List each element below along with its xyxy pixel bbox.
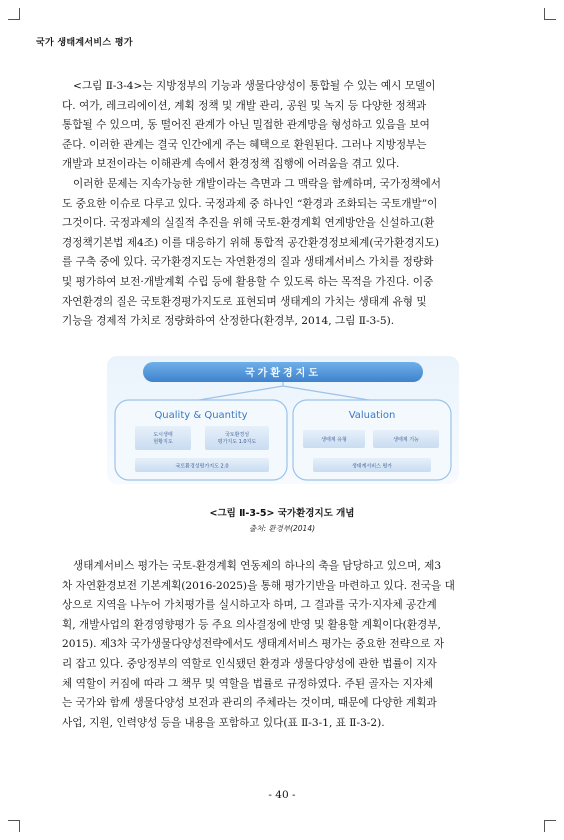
paragraph-2 <box>62 557 506 733</box>
text-line: 기능을 경제적 가치로 정량화하여 산정한다(환경부, 2014, 그림 Ⅱ-3-5). <box>62 315 395 328</box>
left-box-eval-map-1 <box>205 426 269 450</box>
top-title: 국가환경지도 <box>245 368 321 379</box>
text-line: 개발과 보전이라는 이해관계 속에서 환경정책 집행에 어려움을 겪고 있다. <box>62 158 400 171</box>
text-line: 통합될 수 있으며, 동 떨어진 관계가 아닌 밀접한 관계망을 형성하고 있음을 보여 <box>62 119 430 132</box>
text-line: 상으로 지역을 나누어 가치평가를 실시하고자 하며, 그 결과를 국가·지자체 공간계 <box>62 599 437 612</box>
text-line: 및 평가하여 보전·개발계획 수립 등에 활용할 수 있도록 하는 목적을 가진다. 이중 <box>62 275 434 288</box>
crop-mark <box>8 8 20 20</box>
text-line: 획, 개발사업의 환경영향평가 등 주요 의사결정에 반영 및 활용할 계획이다(환경부, <box>62 618 441 631</box>
text-line: 차 자연환경보전 기본계획(2016-2025)을 통해 평가기반을 마련하고 있다. 전국을 대 <box>62 579 455 592</box>
left-box-eval-map-2-label: 국토환경성평가지도 2.0 <box>175 463 229 470</box>
text-line: 이러한 문제는 지속가능한 개발이라는 측면과 그 맥락을 함께하며, 국가정책에서 <box>73 177 442 190</box>
text-line: 다. 여가, 레크리에이션, 계획 정책 및 개발 관리, 공원 및 녹지 등 다양한 정책과 <box>62 99 427 112</box>
crop-mark <box>544 820 556 832</box>
crop-mark <box>8 820 20 832</box>
text-line: 리 잡고 있다. 중앙정부의 역할로 인식됐던 환경과 생물다양성에 관한 법률이 지자 <box>62 657 437 670</box>
text-line: 자연환경의 질은 국토환경평가지도로 표현되며 생태계의 가치는 생태계 유형 및 <box>62 295 427 308</box>
text-line: 생태계서비스 평가는 국토-환경계획 연동제의 하나의 축을 담당하고 있으며, 제3 <box>73 560 442 572</box>
left-panel-title: Quality & Quantity <box>154 410 248 421</box>
left-box-urban-eco-map <box>135 426 191 450</box>
text-line: 체 역할이 커짐에 따라 그 책무 및 역할을 법률로 규정하였다. 주된 골자는 지자체 <box>62 677 434 690</box>
national-environment-map-diagram <box>107 356 459 484</box>
text-line: 는 국가와 함께 생물다양성 보전과 관리의 주체라는 것이며, 때문에 다양한 계획과 <box>62 697 437 710</box>
text-span: 현황지도 <box>153 439 173 445</box>
text-line: 사업, 지원, 인력양성 등을 내용을 포함하고 있다(표 Ⅱ-3-1, 표 Ⅱ-3-2). <box>62 716 385 729</box>
page-number: - 40 - <box>268 789 296 801</box>
text-span: 국토환경성 <box>224 432 250 438</box>
running-header: 국가 생태계서비스 평가 <box>36 38 133 48</box>
right-box-eco-service-eval-label: 생태계서비스 평가 <box>351 463 393 470</box>
text-line: 2015). 제3차 국가생물다양성전략에서도 생태계서비스 평가는 중요한 전략으로 자 <box>62 638 445 651</box>
paragraph-1 <box>62 77 506 332</box>
text-line: 준다. 이러한 관계는 결국 인간에게 주는 혜택으로 환원된다. 그러나 지방정부는 <box>62 138 427 151</box>
text-span: 도시생태 <box>153 432 173 438</box>
text-span: 평가지도 1.0지도 <box>217 439 257 445</box>
text-line: 도 중요한 이슈로 다루고 있다. 국정과제 중 하나인 “환경과 조화되는 국토개발”이 <box>62 197 438 210</box>
figure-source: 출처: 환경부(2014) <box>248 524 316 533</box>
text-line: 경정책기본법 제4조) 이를 대응하기 위해 통합적 공간환경정보체계(국가환경지도) <box>62 236 440 249</box>
crop-mark <box>544 8 556 20</box>
right-box-eco-function-label: 생태계 기능 <box>393 437 419 443</box>
text-line: 를 구축 중에 있다. 국가환경지도는 자연환경의 질과 생태계서비스 가치를 정량화 <box>62 256 434 269</box>
right-panel-title: Valuation <box>348 410 396 421</box>
right-box-eco-type-label: 생태계 유형 <box>321 437 347 443</box>
text-line: 그것이다. 국정과제의 실질적 추진을 위해 국토-환경계획 연계방안을 신설하고(환 <box>62 217 435 230</box>
figure-caption: <그림 Ⅱ-3-5> 국가환경지도 개념 <box>209 508 355 519</box>
text-line: <그림 Ⅱ-3-4>는 지방정부의 기능과 생물다양성이 통합될 수 있는 예시 모델이 <box>73 80 436 92</box>
